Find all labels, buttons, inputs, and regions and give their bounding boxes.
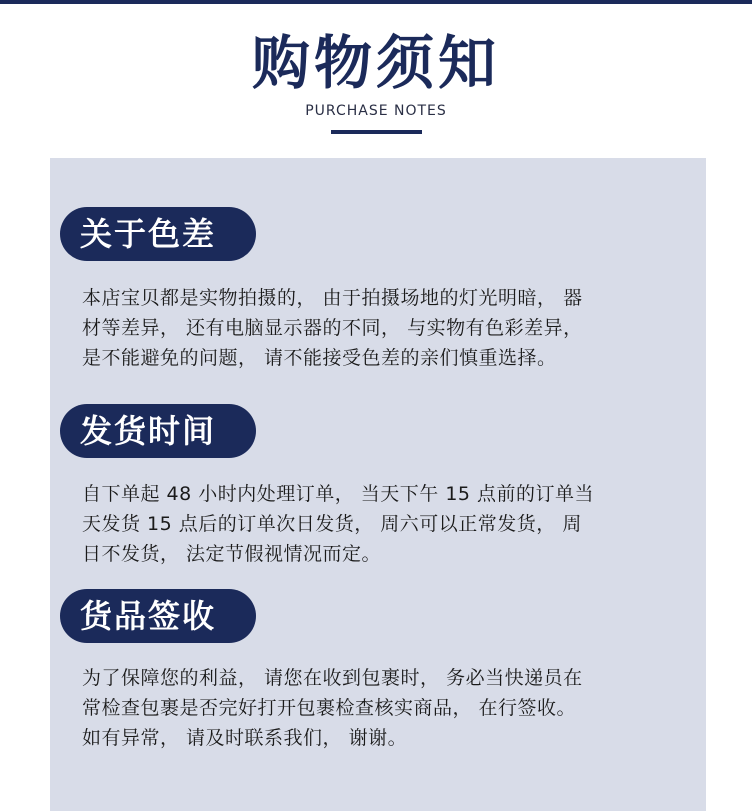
section-body-shipping-time <box>82 479 682 569</box>
section-heading-color-difference: 关于色差 <box>60 207 256 261</box>
section-body-color-difference <box>82 283 682 373</box>
text-line: 为了保障您的利益， 请您在收到包裹时， 务必当快递员在 <box>82 667 583 689</box>
text-line: 自下单起 48 小时内处理订单， 当天下午 15 点前的订单当 <box>82 483 595 505</box>
top-border <box>0 0 752 4</box>
title-underline <box>331 130 422 134</box>
text-line: 材等差异， 还有电脑显示器的不同， 与实物有色彩差异， <box>82 317 583 339</box>
text-line: 常检查包裹是否完好打开包裹检查核实商品， 在行签收。 <box>82 697 577 719</box>
page-title: 购物须知 <box>251 29 500 97</box>
text-line: 日不发货， 法定节假视情况而定。 <box>82 543 382 565</box>
page-subtitle: PURCHASE NOTES <box>305 103 447 119</box>
section-heading-shipping-time: 发货时间 <box>60 404 256 458</box>
section-body-receipt <box>82 663 682 753</box>
text-line: 本店宝贝都是实物拍摄的， 由于拍摄场地的灯光明暗， 器 <box>82 287 583 309</box>
text-line: 天发货 15 点后的订单次日发货， 周六可以正常发货， 周 <box>82 513 582 535</box>
text-line: 如有异常， 请及时联系我们， 谢谢。 <box>82 727 408 749</box>
section-heading-receipt: 货品签收 <box>60 589 256 643</box>
text-line: 是不能避免的问题， 请不能接受色差的亲们慎重选择。 <box>82 347 557 369</box>
